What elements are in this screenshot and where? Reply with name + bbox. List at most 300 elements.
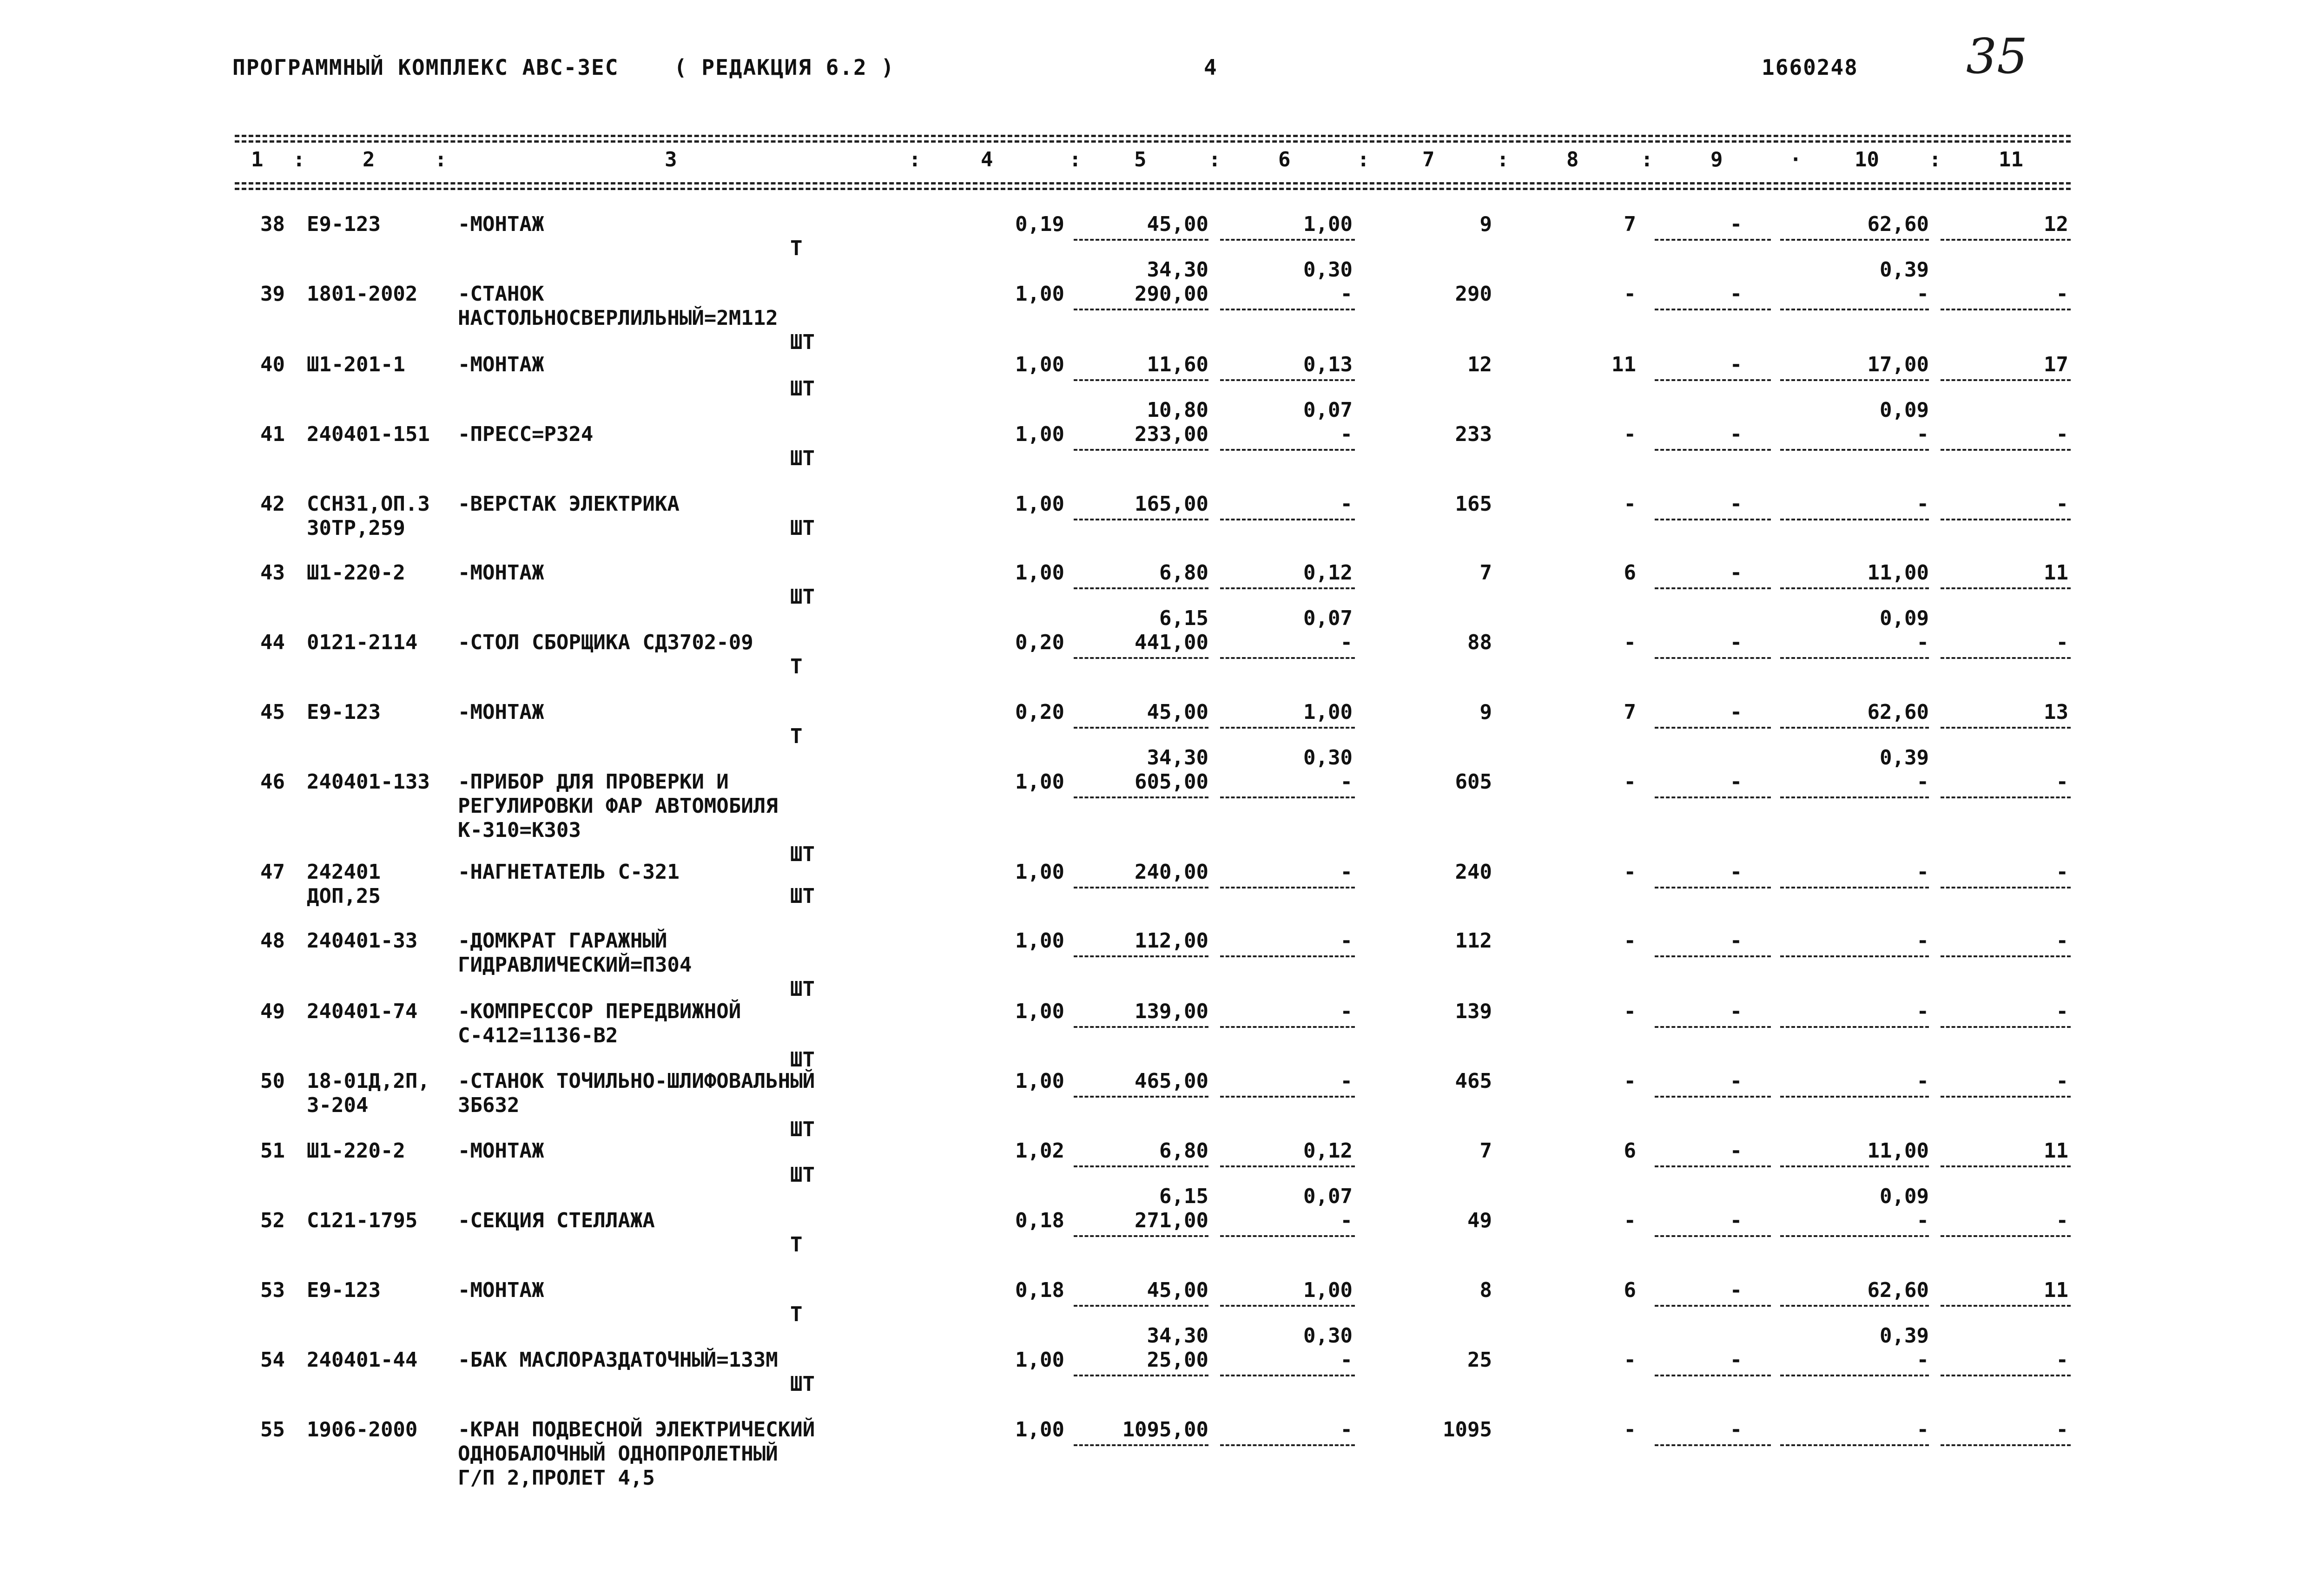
row-col8: - [1624, 631, 1636, 654]
row-col7: 233 [1455, 422, 1492, 446]
row-col5: 233,00 [1135, 422, 1208, 446]
row-underline-col10 [1780, 955, 1929, 957]
row-underline-col9 [1655, 1165, 1771, 1167]
row-col11: 12 [2044, 212, 2068, 236]
row-underline-col10 [1780, 796, 1929, 798]
row-col5: 45,00 [1147, 212, 1208, 236]
row-col6: 0,12 [1303, 561, 1353, 585]
row-col8: - [1624, 1209, 1636, 1232]
row-underline-col11 [1941, 955, 2071, 957]
row-underline-col10 [1780, 587, 1929, 589]
row-underline-col11 [1941, 1026, 2071, 1028]
row-col7: 290 [1455, 282, 1492, 306]
row-underline-col5 [1074, 887, 1208, 888]
row-underline-col5 [1074, 1235, 1208, 1237]
row-col8: - [1624, 1000, 1636, 1023]
row-underline-col10 [1780, 1165, 1929, 1167]
row-col11: - [2056, 492, 2068, 516]
row-col11: - [2056, 422, 2068, 446]
row-underline-col11 [1941, 1096, 2071, 1098]
col-num-8: 8 [1566, 148, 1579, 171]
row-col7: 49 [1467, 1209, 1492, 1232]
row-col5: 45,00 [1147, 700, 1208, 724]
row-col5: 139,00 [1135, 1000, 1208, 1023]
row-col6: 1,00 [1303, 700, 1353, 724]
row-number: 40 [260, 353, 285, 376]
row-col6: - [1340, 1418, 1353, 1441]
row-name: -ВЕРСТАК ЭЛЕКТРИКА [458, 492, 680, 516]
row-unit: ШТ [790, 377, 815, 401]
row-col9: - [1730, 1418, 1743, 1441]
row-underline-col6 [1220, 587, 1355, 589]
row-name-cont: Г/П 2,ПРОЛЕТ 4,5 [458, 1466, 655, 1490]
row-col11: - [2056, 282, 2068, 306]
row-col5: 1095,00 [1122, 1418, 1208, 1441]
row-name: -БАК МАСЛОРАЗДАТОЧНЫЙ=133М [458, 1348, 778, 1372]
row-col9: - [1730, 1000, 1743, 1023]
edition-label: ( РЕДАКЦИЯ 6.2 ) [674, 55, 895, 80]
row-col5: 290,00 [1135, 282, 1208, 306]
row-number: 39 [260, 282, 285, 306]
row-name-cont: ОДНОБАЛОЧНЫЙ ОДНОПРОЛЕТНЫЙ [458, 1442, 778, 1466]
row-col10-upper: 0,39 [1880, 258, 1929, 282]
row-number: 46 [260, 770, 285, 794]
row-underline-col11 [1941, 587, 2071, 589]
row-col8: 6 [1624, 561, 1636, 585]
row-number: 48 [260, 929, 285, 953]
row-underline-col9 [1655, 239, 1771, 241]
row-col10: - [1916, 492, 1929, 516]
row-underline-col6 [1220, 657, 1355, 659]
row-col8: - [1624, 282, 1636, 306]
row-col10: - [1916, 631, 1929, 654]
row-col9: - [1730, 1209, 1743, 1232]
row-code-cont: 30ТР,259 [307, 516, 405, 540]
row-col10-upper: 0,39 [1880, 1324, 1929, 1348]
row-underline-col6 [1220, 519, 1355, 520]
row-col10-upper: 0,09 [1880, 606, 1929, 630]
row-quantity: 1,00 [1015, 770, 1064, 794]
row-number: 45 [260, 700, 285, 724]
row-col9: - [1730, 700, 1743, 724]
row-underline-col6 [1220, 1165, 1355, 1167]
row-col10: 62,60 [1867, 700, 1929, 724]
row-name: -МОНТАЖ [458, 1278, 544, 1302]
row-underline-col5 [1074, 309, 1208, 310]
row-code: 1801-2002 [307, 282, 418, 306]
row-col8: - [1624, 1348, 1636, 1372]
row-col5: 112,00 [1135, 929, 1208, 953]
row-col6: - [1340, 422, 1353, 446]
row-code: Е9-123 [307, 700, 381, 724]
col-num-9: 9 [1710, 148, 1723, 171]
row-underline-col11 [1941, 1305, 2071, 1307]
row-underline-col9 [1655, 1375, 1771, 1376]
row-col9: - [1730, 770, 1743, 794]
row-col11: - [2056, 1209, 2068, 1232]
row-underline-col10 [1780, 1096, 1929, 1098]
row-number: 53 [260, 1278, 285, 1302]
row-col9: - [1730, 1069, 1743, 1093]
row-quantity: 1,02 [1015, 1139, 1064, 1163]
row-col11: - [2056, 770, 2068, 794]
row-col8: 7 [1624, 212, 1636, 236]
row-col10: - [1916, 1209, 1929, 1232]
row-underline-col5 [1074, 1165, 1208, 1167]
row-col5: 25,00 [1147, 1348, 1208, 1372]
row-col8: 6 [1624, 1139, 1636, 1163]
row-underline-col11 [1941, 887, 2071, 888]
row-col11: - [2056, 1069, 2068, 1093]
row-name: -СТАНОК [458, 282, 544, 306]
row-col9: - [1730, 1278, 1743, 1302]
row-quantity: 1,00 [1015, 1348, 1064, 1372]
row-code: 242401 [307, 860, 381, 884]
row-code: 240401-74 [307, 1000, 418, 1023]
row-col6: - [1340, 1348, 1353, 1372]
row-underline-col11 [1941, 1444, 2071, 1446]
row-code: 240401-151 [307, 422, 430, 446]
row-col5: 6,80 [1159, 561, 1208, 585]
row-col10: - [1916, 1000, 1929, 1023]
row-col7: 240 [1455, 860, 1492, 884]
col-num-11: 11 [1999, 148, 2023, 171]
row-underline-col10 [1780, 1375, 1929, 1376]
row-number: 51 [260, 1139, 285, 1163]
row-underline-col9 [1655, 1305, 1771, 1307]
row-col7: 12 [1467, 353, 1492, 376]
row-col10: - [1916, 422, 1929, 446]
row-underline-col6 [1220, 449, 1355, 451]
row-underline-col10 [1780, 519, 1929, 520]
row-col6: 0,12 [1303, 1139, 1353, 1163]
row-col11: - [2056, 631, 2068, 654]
row-col6-upper: 0,30 [1303, 258, 1353, 282]
row-underline-col5 [1074, 727, 1208, 729]
row-underline-col5 [1074, 657, 1208, 659]
row-quantity: 1,00 [1015, 929, 1064, 953]
row-underline-col6 [1220, 309, 1355, 310]
row-col11: - [2056, 929, 2068, 953]
row-quantity: 1,00 [1015, 1000, 1064, 1023]
row-underline-col6 [1220, 1235, 1355, 1237]
row-col10-upper: 0,09 [1880, 1185, 1929, 1208]
row-underline-col9 [1655, 587, 1771, 589]
row-col7: 8 [1479, 1278, 1492, 1302]
row-col6: - [1340, 631, 1353, 654]
row-number: 43 [260, 561, 285, 585]
row-underline-col11 [1941, 1375, 2071, 1376]
row-col10: - [1916, 860, 1929, 884]
row-col6: 1,00 [1303, 1278, 1353, 1302]
row-name-cont: К-310=К303 [458, 818, 581, 842]
row-col11: - [2056, 860, 2068, 884]
row-underline-col9 [1655, 1444, 1771, 1446]
row-underline-col5 [1074, 1375, 1208, 1376]
table-top-rule-2 [235, 140, 2071, 143]
col-num-5: 5 [1134, 148, 1147, 171]
row-underline-col9 [1655, 796, 1771, 798]
row-col5: 165,00 [1135, 492, 1208, 516]
row-underline-col9 [1655, 955, 1771, 957]
row-underline-col11 [1941, 796, 2071, 798]
row-unit: ШТ [790, 977, 815, 1001]
row-unit: Т [790, 655, 803, 678]
row-code: 240401-44 [307, 1348, 418, 1372]
row-col7: 9 [1479, 700, 1492, 724]
row-unit: ШТ [790, 516, 815, 540]
row-col10: - [1916, 929, 1929, 953]
row-number: 54 [260, 1348, 285, 1372]
row-col6: - [1340, 770, 1353, 794]
row-col5: 45,00 [1147, 1278, 1208, 1302]
row-underline-col10 [1780, 657, 1929, 659]
row-name: -СЕКЦИЯ СТЕЛЛАЖА [458, 1209, 655, 1232]
row-underline-col10 [1780, 309, 1929, 310]
row-underline-col6 [1220, 1305, 1355, 1307]
row-name: -КОМПРЕССОР ПЕРЕДВИЖНОЙ [458, 1000, 741, 1023]
row-underline-col11 [1941, 519, 2071, 520]
row-unit: Т [790, 724, 803, 748]
row-col10: - [1916, 1069, 1929, 1093]
row-col7: 25 [1467, 1348, 1492, 1372]
row-unit: ШТ [790, 884, 815, 908]
row-underline-col10 [1780, 239, 1929, 241]
row-underline-col5 [1074, 519, 1208, 520]
row-col6: - [1340, 1000, 1353, 1023]
row-col7: 605 [1455, 770, 1492, 794]
col-num-6: 6 [1278, 148, 1291, 171]
row-quantity: 1,00 [1015, 282, 1064, 306]
row-unit: ШТ [790, 1163, 815, 1187]
row-underline-col11 [1941, 1165, 2071, 1167]
row-number: 38 [260, 212, 285, 236]
row-underline-col10 [1780, 449, 1929, 451]
row-underline-col11 [1941, 449, 2071, 451]
row-unit: ШТ [790, 585, 815, 609]
row-underline-col5 [1074, 379, 1208, 381]
row-col8: - [1624, 1069, 1636, 1093]
row-name: -МОНТАЖ [458, 700, 544, 724]
row-col5-upper: 34,30 [1147, 1324, 1208, 1348]
program-title: ПРОГРАММНЫЙ КОМПЛЕКС АВС-3ЕС [232, 55, 619, 80]
row-col9: - [1730, 282, 1743, 306]
row-unit: ШТ [790, 1118, 815, 1141]
row-col9: - [1730, 353, 1743, 376]
row-col9: - [1730, 1139, 1743, 1163]
row-quantity: 1,00 [1015, 860, 1064, 884]
row-name-cont: НАСТОЛЬНОСВЕРЛИЛЬНЫЙ=2М112 [458, 306, 778, 330]
row-code-cont: ДОП,25 [307, 884, 381, 908]
row-col5: 271,00 [1135, 1209, 1208, 1232]
row-underline-col9 [1655, 1096, 1771, 1098]
table-header-rule-2 [235, 188, 2071, 190]
row-name: -МОНТАЖ [458, 561, 544, 585]
row-underline-col10 [1780, 379, 1929, 381]
row-underline-col6 [1220, 955, 1355, 957]
row-quantity: 0,19 [1015, 212, 1064, 236]
row-code: ССН31,ОП.3 [307, 492, 430, 516]
row-underline-col9 [1655, 379, 1771, 381]
row-col7: 88 [1467, 631, 1492, 654]
row-underline-col9 [1655, 519, 1771, 520]
row-underline-col9 [1655, 449, 1771, 451]
row-number: 42 [260, 492, 285, 516]
row-col5-upper: 34,30 [1147, 258, 1208, 282]
row-name: -КРАН ПОДВЕСНОЙ ЭЛЕКТРИЧЕСКИЙ [458, 1418, 815, 1441]
row-col7: 7 [1479, 1139, 1492, 1163]
row-col9: - [1730, 422, 1743, 446]
row-underline-col11 [1941, 309, 2071, 310]
row-underline-col11 [1941, 727, 2071, 729]
row-underline-col10 [1780, 887, 1929, 888]
row-col6-upper: 0,07 [1303, 398, 1353, 422]
col-num-7: 7 [1422, 148, 1435, 171]
row-code: С121-1795 [307, 1209, 418, 1232]
row-col11: 11 [2044, 1278, 2068, 1302]
row-number: 44 [260, 631, 285, 654]
row-col7: 165 [1455, 492, 1492, 516]
row-underline-col11 [1941, 239, 2071, 241]
row-col10: - [1916, 282, 1929, 306]
row-col7: 1095 [1443, 1418, 1492, 1441]
row-col11: - [2056, 1348, 2068, 1372]
row-underline-col5 [1074, 1026, 1208, 1028]
row-col9: - [1730, 561, 1743, 585]
row-underline-col5 [1074, 1096, 1208, 1098]
row-unit: ШТ [790, 447, 815, 470]
row-col6-upper: 0,30 [1303, 746, 1353, 770]
row-col10: 11,00 [1867, 561, 1929, 585]
row-underline-col6 [1220, 1375, 1355, 1376]
row-col10: - [1916, 1418, 1929, 1441]
row-underline-col6 [1220, 379, 1355, 381]
row-col9: - [1730, 860, 1743, 884]
row-underline-col10 [1780, 1444, 1929, 1446]
row-col5: 6,80 [1159, 1139, 1208, 1163]
row-underline-col9 [1655, 657, 1771, 659]
row-col9: - [1730, 492, 1743, 516]
row-col6-upper: 0,30 [1303, 1324, 1353, 1348]
row-col11: 17 [2044, 353, 2068, 376]
row-underline-col10 [1780, 1235, 1929, 1237]
row-underline-col5 [1074, 1305, 1208, 1307]
row-quantity: 1,00 [1015, 1069, 1064, 1093]
row-col10: - [1916, 1348, 1929, 1372]
row-name-cont: 3Б632 [458, 1093, 520, 1117]
row-col11: - [2056, 1000, 2068, 1023]
row-col5: 11,60 [1147, 353, 1208, 376]
col-num-10: 10 [1855, 148, 1879, 171]
row-col5-upper: 34,30 [1147, 746, 1208, 770]
row-underline-col5 [1074, 955, 1208, 957]
row-col5: 465,00 [1135, 1069, 1208, 1093]
row-name: -МОНТАЖ [458, 1139, 544, 1163]
table-header-rule [235, 182, 2071, 184]
handwritten-page-number: 35 [1966, 28, 2028, 85]
row-col6: 1,00 [1303, 212, 1353, 236]
row-number: 41 [260, 422, 285, 446]
row-code-cont: 3-204 [307, 1093, 369, 1117]
row-col5: 240,00 [1135, 860, 1208, 884]
row-underline-col5 [1074, 587, 1208, 589]
row-name-cont: ГИДРАВЛИЧЕСКИЙ=П304 [458, 953, 692, 977]
row-col6: 0,13 [1303, 353, 1353, 376]
row-quantity: 0,20 [1015, 700, 1064, 724]
row-code: Ш1-201-1 [307, 353, 405, 376]
row-number: 55 [260, 1418, 285, 1441]
col-num-3: 3 [665, 148, 677, 171]
row-underline-col5 [1074, 239, 1208, 241]
row-code: Ш1-220-2 [307, 1139, 405, 1163]
row-underline-col6 [1220, 1026, 1355, 1028]
document-number: 1660248 [1762, 55, 1858, 80]
row-col5: 605,00 [1135, 770, 1208, 794]
page-number: 4 [1204, 55, 1218, 80]
row-underline-col6 [1220, 1096, 1355, 1098]
row-col8: - [1624, 492, 1636, 516]
row-unit: ШТ [790, 842, 815, 866]
row-name-cont: РЕГУЛИРОВКИ ФАР АВТОМОБИЛЯ [458, 794, 778, 818]
row-col10: 17,00 [1867, 353, 1929, 376]
row-quantity: 1,00 [1015, 353, 1064, 376]
row-underline-col9 [1655, 1235, 1771, 1237]
row-col10-upper: 0,09 [1880, 398, 1929, 422]
col-num-2: 2 [363, 148, 375, 171]
col-num-4: 4 [981, 148, 993, 171]
row-code: 240401-33 [307, 929, 418, 953]
row-col7: 112 [1455, 929, 1492, 953]
row-col8: - [1624, 860, 1636, 884]
row-col7: 139 [1455, 1000, 1492, 1023]
row-underline-col5 [1074, 449, 1208, 451]
row-col8: - [1624, 1418, 1636, 1441]
row-underline-col9 [1655, 727, 1771, 729]
row-col11: 11 [2044, 561, 2068, 585]
row-col7: 9 [1479, 212, 1492, 236]
row-underline-col9 [1655, 309, 1771, 310]
row-underline-col11 [1941, 657, 2071, 659]
column-number-row: 1 : 2 : 3 : 4 : 5 : 6 : 7 : 8 : 9 · 10 : 11 [251, 148, 2023, 171]
row-underline-col10 [1780, 1026, 1929, 1028]
row-name: -ПРИБОР ДЛЯ ПРОВЕРКИ И [458, 770, 729, 794]
row-underline-col9 [1655, 1026, 1771, 1028]
row-underline-col9 [1655, 887, 1771, 888]
row-number: 47 [260, 860, 285, 884]
row-code: 240401-133 [307, 770, 430, 794]
row-col11: - [2056, 1418, 2068, 1441]
row-code: 18-01Д,2П, [307, 1069, 430, 1093]
row-underline-col6 [1220, 239, 1355, 241]
row-quantity: 1,00 [1015, 1418, 1064, 1441]
row-quantity: 0,20 [1015, 631, 1064, 654]
row-number: 49 [260, 1000, 285, 1023]
row-name: -СТОЛ СБОРЩИКА СД3702-09 [458, 631, 753, 654]
row-number: 52 [260, 1209, 285, 1232]
row-col6: - [1340, 929, 1353, 953]
row-underline-col6 [1220, 887, 1355, 888]
row-col5: 441,00 [1135, 631, 1208, 654]
row-col6: - [1340, 492, 1353, 516]
row-name: -ПРЕСС=Р324 [458, 422, 594, 446]
row-underline-col5 [1074, 796, 1208, 798]
row-code: Е9-123 [307, 212, 381, 236]
row-underline-col10 [1780, 727, 1929, 729]
row-code: Е9-123 [307, 1278, 381, 1302]
col-num-1: 1 [251, 148, 264, 171]
row-underline-col6 [1220, 727, 1355, 729]
row-unit: ШТ [790, 1372, 815, 1396]
